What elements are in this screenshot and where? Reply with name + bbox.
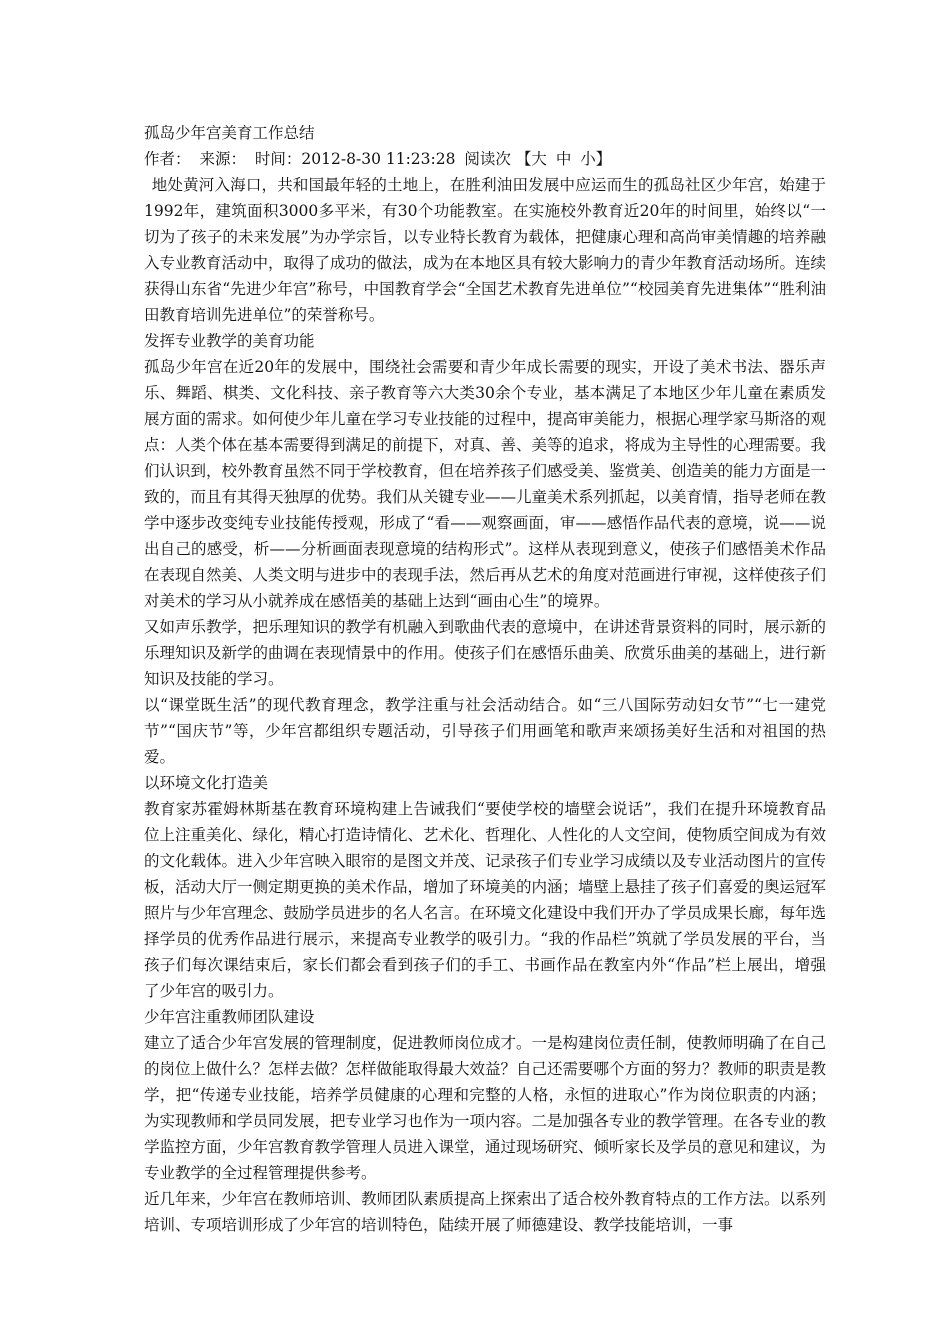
views-label: 阅读次 [464,150,511,168]
time-value: 2012-8-30 11:23:28 [301,150,456,168]
font-size-small-button[interactable]: 小 [580,150,596,168]
font-size-medium-button[interactable]: 中 [555,150,572,168]
author-label: 作者： [144,150,191,168]
paragraph: 近几年来，少年宫在教师培训、教师团队素质提高上探索出了适合校外教育特点的工作方法。以系列培训、专项培训形成了少年宫的培训特色，陆续开展了师德建设、教学技能培训，一事 [144,1190,827,1234]
article-meta [144,146,826,172]
article [144,120,826,1238]
paragraph: 孤岛少年宫在近20年的发展中，围绕社会需要和青少年成长需要的现实，开设了美术书法、器乐声乐、舞蹈、棋类、文化科技、亲子教育等六大类30余个专业，基本满足了本地区少年儿童在素质发展方面的需求。如何使少年儿童在学习专业技能的过程中，提高审美能力，根据心理学家马斯洛的观点：人类个体在基本需要得到满足的前提下，对真、善、美等的追求，将成为主导性的心理需要。我们认识到，校外教育虽然不同于学校教育，但在培养孩子们感受美、鉴赏美、创造美的能力方面是一致的，而且有其得天独厚的优势。我们从关键专业——儿童美术系列抓起，以美育情，指导老师在教学中逐步改变纯专业技能传授观，形成了“看——观察画面，审——感悟作品代表的意境，说——说出自己的感受，析——分析画面表现意境的结构形式”。这样从表现到意义，使孩子们感悟美术作品在表现自然美、人类文明与进步中的表现手法，然后再从艺术的角度对范画进行审视，这样使孩子们对美术的学习从小就养成在感悟美的基础上达到“画由心生”的境界。 [144,358,827,610]
section-heading-environment-culture: 以环境文化打造美 [144,774,269,792]
time-label: 时间： [254,150,302,168]
intro-paragraph: 地处黄河入海口，共和国最年轻的土地上，在胜利油田发展中应运而生的孤岛社区少年宫，始建于1992年，建筑面积3000多平米，有30个功能教室。在实施校外教育近20年的时间里，始终以“一切为了孩子的未来发展”为办学宗旨，以专业特长教育为载体，把健康心理和高尚审美情趣的培养融入专业教育活动中，取得了成功的做法，成为在本地区具有较大影响力的青少年教育活动场所。连续获得山东省“先进少年宫”称号，中国教育学会“全国艺术教育先进单位”“校园美育先进集体”“胜利油田教育培训先进单位”的荣誉称号。 [144,176,827,324]
article-title: 孤岛少年宫美育工作总结 [144,124,315,142]
bracket-close: 】 [595,150,612,168]
section-heading-aesthetic-teaching: 发挥专业教学的美育功能 [144,332,315,350]
paragraph: 建立了适合少年宫发展的管理制度，促进教师岗位成才。一是构建岗位责任制，使教师明确了在自己的岗位上做什么？怎样去做？怎样做能取得最大效益？自己还需要哪个方面的努力？教师的职责是教学，把“传递专业技能，培养学员健康的心理和完整的人格，永恒的进取心”作为岗位职责的内涵；为实现教师和学员同发展，把专业学习也作为一项内容。二是加强各专业的教学管理。在各专业的教学监控方面，少年宫教育教学管理人员进入课堂，通过现场研究、倾听家长及学员的意见和建议，为专业教学的全过程管理提供参考。 [144,1034,827,1182]
paragraph: 以“课堂既生活”的现代教育理念，教学注重与社会活动结合。如“三八国际劳动妇女节”“七一建党节”“国庆节”等，少年宫都组织专题活动，引导孩子们用画笔和歌声来颂扬美好生活和对祖国的热爱。 [144,696,826,766]
bracket-open: 【 [515,150,532,168]
font-size-large-button[interactable]: 大 [531,150,547,168]
paragraph: 又如声乐教学，把乐理知识的教学有机融入到歌曲代表的意境中，在讲述背景资料的同时，展示新的乐理知识及新学的曲调在表现情景中的作用。使孩子们在感悟乐曲美、欣赏乐曲美的基础上，进行新知识及技能的学习。 [144,618,827,688]
section-heading-teacher-team: 少年宫注重教师团队建设 [144,1008,315,1026]
paragraph: 教育家苏霍姆林斯基在教育环境构建上告诫我们“要使学校的墙壁会说话”，我们在提升环境教育品位上注重美化、绿化，精心打造诗情化、艺术化、哲理化、人性化的人文空间，使物质空间成为有效的文化载体。进入少年宫映入眼帘的是图文并茂、记录孩子们专业学习成绩以及专业活动图片的宣传板，活动大厅一侧定期更换的美术作品，增加了环境美的内涵；墙壁上悬挂了孩子们喜爱的奥运冠军照片与少年宫理念、鼓励学员进步的名人名言。在环境文化建设中我们开办了学员成果长廊，每年选择学员的优秀作品进行展示，来提高专业教学的吸引力。“我的作品栏”筑就了学员发展的平台，当孩子们每次课结束后，家长们都会看到孩子们的手工、书画作品在教室内外“作品”栏上展出，增强了少年宫的吸引力。 [144,800,827,1000]
source-label: 来源： [199,150,246,168]
